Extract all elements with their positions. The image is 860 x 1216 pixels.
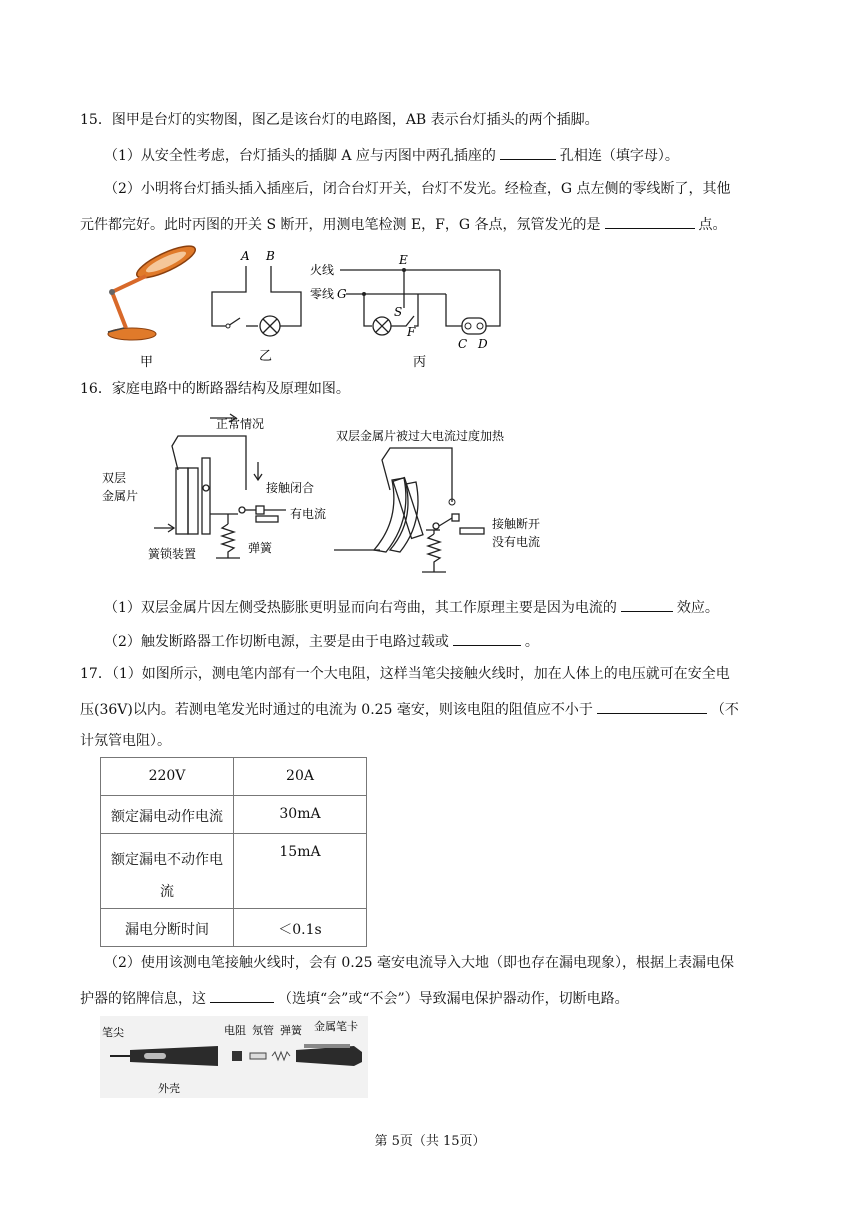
q15-figure: [96, 236, 536, 372]
q17-part2-line1: （2）使用该测电笔接触火线时，会有 0.25 毫安电流导入大地（即也存在漏电现象），根据上表漏电保: [104, 955, 734, 971]
label-F: F: [407, 325, 416, 339]
label-spring-pen: 弹簧: [280, 1024, 302, 1037]
label-D: D: [478, 337, 488, 351]
q16-figure: [100, 410, 560, 582]
label-shell: 外壳: [158, 1082, 180, 1095]
label-tip: 笔尖: [102, 1026, 124, 1039]
q15-part1-text: （1）从安全性考虑，台灯插头的插脚 A 应与丙图中两孔插座的: [104, 148, 496, 164]
q15-part2-tail: 点。: [698, 217, 727, 233]
label-G: G: [337, 287, 347, 301]
label-S: S: [394, 305, 403, 319]
label-E: E: [399, 253, 408, 267]
q16-part1-text: （1）双层金属片因左侧受热膨胀更明显而向右弯曲，其工作原理主要是因为电流的: [104, 600, 617, 616]
table-row: [101, 796, 367, 834]
q17-part2-blank[interactable]: [210, 987, 274, 1003]
q17-part2-tail: （选填“会”或“不会”）导致漏电保护器动作，切断电路。: [278, 991, 629, 1007]
label-lock: 簧锁装置: [148, 547, 197, 561]
table-cell: 额定漏电不动作电流: [101, 834, 234, 909]
q15-part2-line2: [80, 213, 727, 235]
label-contact-closed: 接触闭合: [266, 481, 315, 495]
q16-part1-tail: 效应。: [676, 600, 719, 616]
q17-part2-text: 护器的铭牌信息，这: [80, 991, 206, 1007]
label-neon: 氖管: [252, 1024, 274, 1037]
label-B: B: [266, 249, 275, 263]
table-cell: 20A: [234, 758, 367, 796]
q15-part1-tail: 孔相连（填字母）。: [559, 148, 679, 164]
label-heated: 双层金属片被过大电流过度加热: [336, 429, 505, 443]
q15-part2-line1: （2）小明将台灯插头插入插座后，闭合台灯开关，台灯不发光。经检查，G 点左侧的零线断了，其他: [104, 181, 731, 197]
q16-part1: [104, 596, 719, 618]
page-footer: 第 5页（共 15页）: [374, 1134, 486, 1149]
label-yi: 乙: [259, 349, 273, 364]
label-bimetal-1: 双层: [102, 471, 127, 485]
table-cell: 漏电分断时间: [101, 909, 234, 947]
test-pen-figure: [100, 1016, 368, 1098]
q16-part1-blank[interactable]: [621, 596, 673, 612]
q17-part1-blank[interactable]: [597, 698, 707, 714]
q17-line2-tail: （不: [710, 702, 739, 718]
label-A: A: [241, 249, 250, 263]
label-live-wire: 火线: [310, 263, 335, 277]
q17-part2-line2: [80, 987, 629, 1009]
label-has-current: 有电流: [290, 507, 327, 521]
label-C: C: [458, 337, 468, 351]
label-bing: 丙: [413, 355, 427, 370]
label-resistor: 电阻: [224, 1024, 246, 1037]
table-row: [101, 909, 367, 947]
q16-part2: [104, 630, 539, 652]
q16-part2-blank[interactable]: [453, 630, 521, 646]
table-cell: 额定漏电动作电流: [101, 796, 234, 834]
q16-part2-tail: 。: [524, 634, 539, 650]
label-clip: 金属笔卡: [314, 1020, 358, 1033]
q17-line2: [80, 698, 739, 720]
nameplate-table: [100, 757, 367, 947]
table-cell: 220V: [101, 758, 234, 796]
table-cell: 30mA: [234, 796, 367, 834]
label-bimetal-2: 金属片: [102, 489, 139, 503]
label-neutral-wire: 零线: [310, 287, 335, 301]
q17-line3: 计氖管电阻）。: [80, 733, 171, 749]
q16-stem: 16．家庭电路中的断路器结构及原理如图。: [80, 381, 350, 397]
q17-line1: 17．（1）如图所示，测电笔内部有一个大电阻，这样当笔尖接触火线时，加在人体上的电压就可在安全电: [80, 666, 730, 682]
table-row: [101, 834, 367, 909]
label-jia: 甲: [140, 355, 154, 370]
q15-part2-text: 元件都完好。此时丙图的开关 S 断开，用测电笔检测 E，F，G 各点，氖管发光的是: [80, 217, 601, 233]
table-row: [101, 758, 367, 796]
desk-lamp-image: [108, 240, 199, 340]
label-no-current: 没有电流: [492, 535, 541, 549]
label-contact-open: 接触断开: [492, 517, 541, 531]
label-spring: 弹簧: [248, 541, 273, 555]
q15-part1-blank[interactable]: [500, 144, 556, 160]
q15-stem: 15．图甲是台灯的实物图，图乙是该台灯的电路图，AB 表示台灯插头的两个插脚。: [80, 112, 599, 128]
q16-part2-text: （2）触发断路器工作切断电源，主要是由于电路过载或: [104, 634, 449, 650]
q15-part1: [104, 144, 679, 166]
table-cell: ＜0.1s: [234, 909, 367, 947]
table-cell: 15mA: [234, 834, 367, 909]
label-normal: 正常情况: [216, 417, 265, 431]
q15-part2-blank[interactable]: [605, 213, 695, 229]
q17-line2-text: 压(36V)以内。若测电笔发光时通过的电流为 0.25 毫安，则该电阻的阻值应不小于: [80, 702, 593, 718]
